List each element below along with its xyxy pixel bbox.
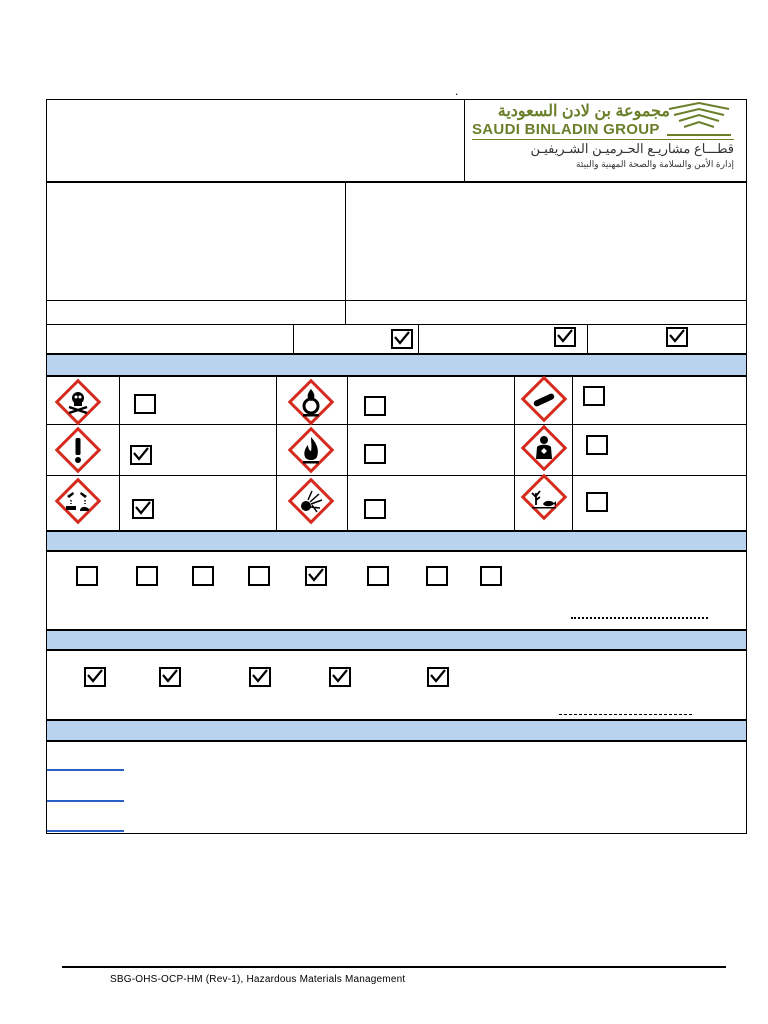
type-divider-3 — [587, 324, 588, 354]
section2-checkbox[interactable] — [426, 566, 448, 586]
checkmark-icon — [133, 447, 149, 461]
company-logo — [466, 101, 744, 179]
section3-checkbox[interactable] — [159, 667, 181, 687]
logo-arabic-sector: قطـــاع مشاريـع الحـرميـن الشـريفيـن — [530, 141, 734, 156]
info-vdivider — [345, 182, 346, 324]
logo-underline — [472, 139, 734, 140]
top-dot: . — [455, 84, 459, 98]
hazard-hline — [46, 475, 747, 476]
corrosive-icon — [53, 476, 103, 526]
checkmark-icon — [162, 669, 178, 683]
section2-checkbox[interactable] — [76, 566, 98, 586]
footer-text: SBG-OHS-OCP-HM (Rev-1), Hazardous Materials Management — [110, 974, 406, 985]
checkmark-icon — [394, 331, 410, 345]
checkmark-icon — [669, 329, 685, 343]
section-band-3 — [46, 630, 747, 650]
section2-checkbox[interactable] — [305, 566, 327, 586]
hazard-vline — [572, 376, 573, 531]
info-hline-2 — [46, 324, 747, 325]
type-checkbox[interactable] — [554, 327, 576, 347]
section3-checkbox[interactable] — [84, 667, 106, 687]
environment-icon — [519, 472, 569, 522]
toxic-skull-icon — [53, 377, 103, 427]
hazard-vline — [119, 376, 120, 531]
hazard-checkbox[interactable] — [583, 386, 605, 406]
header-divider — [464, 99, 465, 182]
section-3-box — [46, 650, 747, 720]
checkmark-icon — [430, 669, 446, 683]
hazard-checkbox[interactable] — [134, 394, 156, 414]
gas-cylinder-icon — [519, 374, 569, 424]
section3-fill-line[interactable] — [559, 714, 692, 715]
type-checkbox[interactable] — [666, 327, 688, 347]
hazard-checkbox[interactable] — [364, 444, 386, 464]
hazard-checkbox[interactable] — [586, 492, 608, 512]
footer-rule — [62, 966, 726, 968]
section2-checkbox[interactable] — [192, 566, 214, 586]
hazard-vline — [514, 376, 515, 531]
hazard-checkbox[interactable] — [586, 435, 608, 455]
link-line-3[interactable] — [47, 830, 124, 832]
hazard-checkbox[interactable] — [132, 499, 154, 519]
checkmark-icon — [87, 669, 103, 683]
logo-english-name: SAUDI BINLADIN GROUP — [472, 121, 660, 138]
type-divider-1 — [293, 324, 294, 354]
section3-checkbox[interactable] — [329, 667, 351, 687]
logo-arabic-dept: إدارة الأمن والسلامة والصحة المهنية والبيئة — [576, 159, 734, 169]
link-line-1[interactable] — [47, 769, 124, 771]
section2-checkbox[interactable] — [367, 566, 389, 586]
checkmark-icon — [308, 568, 324, 582]
section3-checkbox[interactable] — [249, 667, 271, 687]
section-band-4 — [46, 720, 747, 741]
logo-emblem-icon — [664, 101, 734, 141]
type-divider-2 — [418, 324, 419, 354]
flammable-flame-icon — [286, 425, 336, 475]
section-4-box — [46, 741, 747, 834]
checkmark-icon — [557, 329, 573, 343]
section2-fill-line[interactable] — [571, 617, 708, 619]
checkmark-icon — [332, 669, 348, 683]
hazard-hline — [46, 424, 747, 425]
hazard-checkbox[interactable] — [364, 396, 386, 416]
info-hline-1 — [46, 300, 747, 301]
hazard-vline — [276, 376, 277, 531]
health-hazard-icon — [519, 423, 569, 473]
hazard-vline — [347, 376, 348, 531]
checkmark-icon — [135, 501, 151, 515]
section-band-2 — [46, 531, 747, 551]
oxidizer-flame-circle-icon — [286, 377, 336, 427]
hazard-checkbox[interactable] — [364, 499, 386, 519]
section2-checkbox[interactable] — [136, 566, 158, 586]
section2-checkbox[interactable] — [248, 566, 270, 586]
explosive-icon — [286, 476, 336, 526]
section2-checkbox[interactable] — [480, 566, 502, 586]
hazard-checkbox[interactable] — [130, 445, 152, 465]
link-line-2[interactable] — [47, 800, 124, 802]
section3-checkbox[interactable] — [427, 667, 449, 687]
logo-arabic-name: مجموعة بن لادن السعودية — [497, 103, 670, 120]
exclamation-irritant-icon — [53, 425, 103, 475]
type-checkbox[interactable] — [391, 329, 413, 349]
checkmark-icon — [252, 669, 268, 683]
section-band-hazards — [46, 354, 747, 376]
